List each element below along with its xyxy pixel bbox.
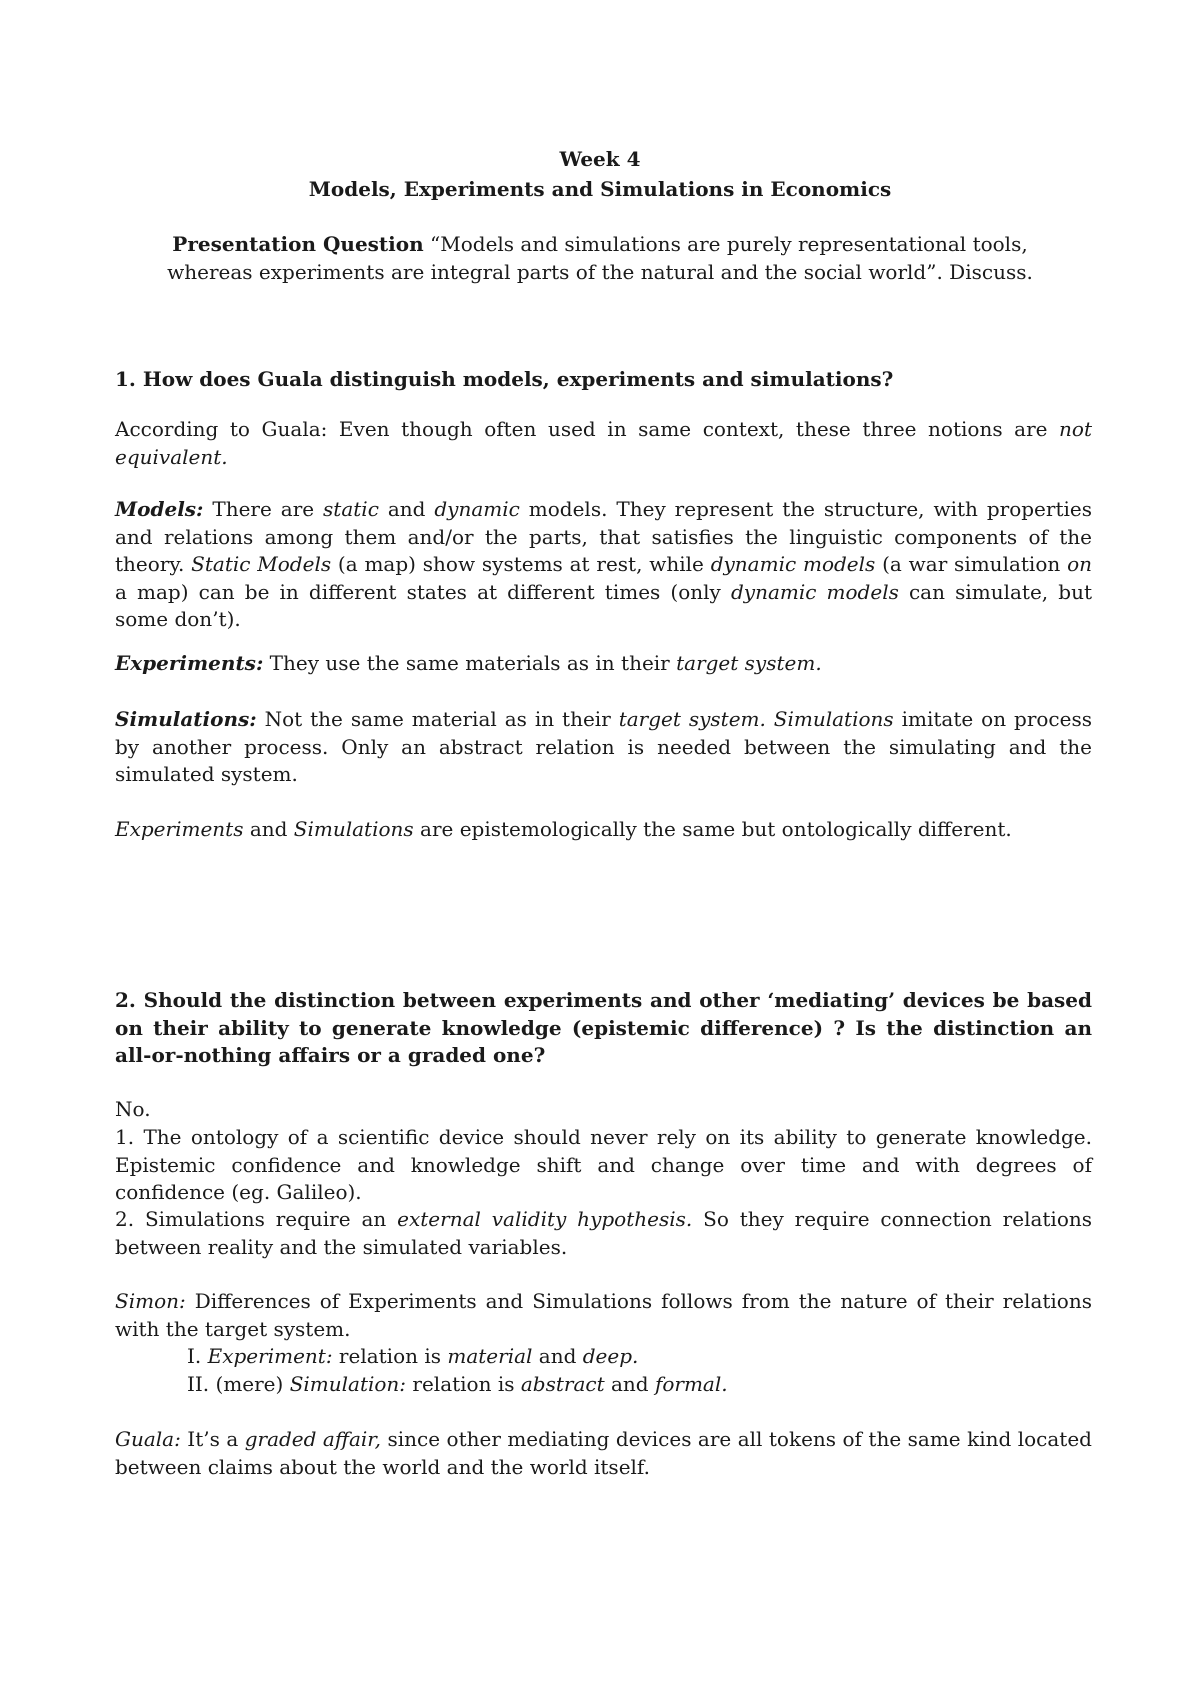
- summary-em: Experiments: [115, 817, 244, 841]
- item-label: Experiment:: [207, 1344, 333, 1368]
- item-text: and: [604, 1372, 655, 1396]
- models-em: dynamic models: [730, 579, 899, 604]
- models-text: can simulate, but some don’t).: [115, 579, 1092, 631]
- simulations-text: Not the same material as in their: [256, 707, 619, 731]
- models-em: dynamic models: [710, 552, 876, 576]
- models-text: models. They represent the structure, with properties and relations among them and/or the parts, that satisfies the linguistic components of the theory.: [115, 497, 1092, 576]
- point2-text: So they require connection relations between reality and the simulated variables.: [115, 1207, 1093, 1259]
- pq-label: Presentation Question: [172, 232, 424, 256]
- simulations-em: target system. Simulations: [618, 707, 894, 731]
- item-em: abstract: [520, 1372, 605, 1396]
- models-text: and: [378, 497, 435, 521]
- item-em: formal.: [654, 1372, 728, 1396]
- simon-paragraph: [115, 1288, 1092, 1343]
- item-number: II. (mere): [187, 1372, 290, 1396]
- pq-line2: whereas experiments are integral parts of the natural and the social world”. Discuss.: [167, 260, 1033, 284]
- item-number: I.: [187, 1344, 208, 1368]
- models-paragraph: [115, 496, 1092, 634]
- q2-no: No.: [115, 1097, 151, 1121]
- models-label: Models:: [115, 497, 204, 521]
- models-em: on: [1067, 552, 1092, 576]
- models-text: (a war simulation: [875, 552, 1068, 576]
- item-label: Simulation:: [289, 1372, 407, 1396]
- experiments-paragraph: [115, 650, 1092, 678]
- simon-text: Differences of Experiments and Simulations follows from the nature of their relations with the target system.: [115, 1289, 1092, 1341]
- models-text: a map) can be in different states at different times (only: [115, 579, 731, 604]
- summary-em: Simulations: [293, 817, 414, 841]
- item-text: and: [532, 1344, 583, 1368]
- summary-text: are epistemologically the same but ontologically different.: [413, 817, 1012, 841]
- q1-heading: 1. How does Guala distinguish models, experiments and simulations?: [115, 367, 894, 391]
- page-title: Models, Experiments and Simulations in Economics: [308, 177, 892, 201]
- guala-text: It’s a: [180, 1427, 245, 1451]
- q1-intro-em: not equivalent.: [115, 417, 1092, 469]
- experiments-em: target system.: [676, 651, 822, 675]
- simulations-text: imitate on process by another process. Only an abstract relation is needed between the simulating and the simulated system.: [115, 707, 1092, 786]
- models-text: There are: [203, 497, 324, 521]
- item-em: material: [447, 1344, 533, 1368]
- q2-point2: [115, 1206, 1092, 1261]
- simon-item-2: [115, 1371, 1164, 1399]
- q1-summary: [115, 816, 1092, 844]
- models-em: Static Models: [191, 552, 332, 576]
- guala-paragraph: [115, 1426, 1092, 1481]
- q2-heading: 2. Should the distinction between experiments and other ‘mediating’ devices be based on their ability to generate knowledge (epistemic difference) ? Is the distinction an all-or-nothing affairs or a graded one?: [115, 988, 1092, 1067]
- week-title: Week 4: [559, 147, 641, 171]
- q1-intro-text: According to Guala: Even though often used in same context, these three notions are: [115, 417, 1060, 441]
- simulations-paragraph: [115, 706, 1092, 789]
- simulations-label: Simulations:: [115, 707, 257, 731]
- pq-line1: “Models and simulations are purely representational tools,: [430, 232, 1028, 256]
- point2-text: 2. Simulations require an: [115, 1207, 398, 1231]
- item-text: relation is: [406, 1372, 521, 1396]
- simon-label: Simon:: [115, 1289, 186, 1313]
- models-text: (a map) show systems at rest, while: [331, 552, 711, 576]
- experiments-label: Experiments:: [115, 651, 264, 675]
- models-em: dynamic: [434, 497, 520, 521]
- q1-intro: [115, 416, 1092, 471]
- simon-item-1: [115, 1343, 1164, 1371]
- guala-text: since other mediating devices are all tokens of the same kind located between claims about the world and the world itself.: [115, 1427, 1092, 1479]
- guala-em: graded affair,: [244, 1427, 382, 1451]
- guala-label: Guala:: [115, 1427, 181, 1451]
- summary-text: and: [243, 817, 294, 841]
- item-em: deep.: [582, 1344, 639, 1368]
- presentation-question: [0, 230, 1200, 286]
- point2-em: external validity hypothesis.: [397, 1207, 693, 1231]
- item-text: relation is: [332, 1344, 448, 1368]
- q2-point1: 1. The ontology of a scientific device should never rely on its ability to generate knowledge. Epistemic confidence and knowledge shift and change over time and with degrees of confidence (eg. Galileo).: [115, 1125, 1092, 1204]
- models-em: static: [323, 497, 379, 521]
- experiments-text: They use the same materials as in their: [263, 651, 677, 675]
